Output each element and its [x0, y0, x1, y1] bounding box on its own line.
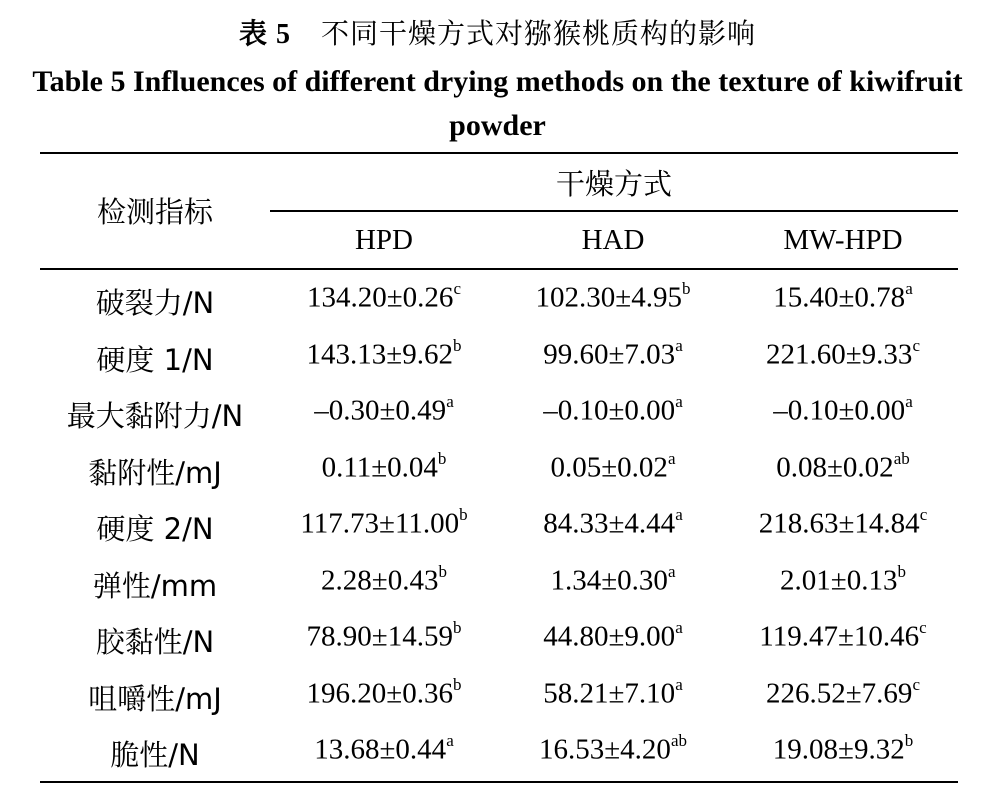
significance-letter: a — [675, 618, 683, 637]
cell-value: 134.20±0.26 — [307, 281, 454, 314]
cell-value: 1.34±0.30 — [550, 564, 668, 597]
significance-letter: b — [438, 561, 447, 581]
table-cell — [269, 733, 499, 767]
significance-letter: c — [919, 618, 927, 637]
cell-value: 58.21±7.10 — [543, 677, 676, 710]
significance-letter: c — [919, 505, 928, 524]
row-label: 黏附性/mJ — [88, 455, 222, 490]
top-rule — [40, 152, 958, 154]
table-cell — [269, 561, 499, 598]
cell-value: –0.10±0.00 — [773, 394, 906, 427]
cell-value: 218.63±14.84 — [758, 507, 920, 540]
row-label: 硬度 2/N — [96, 512, 214, 546]
row-label: 弹性/mm — [92, 568, 218, 603]
significance-letter: a — [446, 392, 454, 411]
significance-letter: c — [912, 335, 920, 355]
cell-value: 84.33±4.44 — [543, 507, 676, 540]
table-cell — [269, 507, 499, 541]
cell-value: 15.40±0.78 — [773, 281, 906, 314]
cell-value: 13.68±0.44 — [314, 733, 447, 766]
table-cell — [498, 281, 728, 315]
significance-letter: b — [437, 448, 447, 468]
cell-value: 2.01±0.13 — [780, 564, 898, 597]
significance-letter: b — [897, 561, 906, 581]
significance-letter: a — [667, 561, 676, 581]
cell-value: 99.60±7.03 — [543, 338, 676, 371]
cell-value: 16.53±4.20 — [539, 733, 671, 766]
row-header-label: 检测指标 — [96, 195, 213, 229]
significance-letter: b — [904, 731, 914, 750]
significance-letter: a — [905, 279, 913, 298]
cell-value: 102.30±4.95 — [535, 281, 682, 314]
table-cell — [498, 620, 728, 654]
significance-letter: c — [912, 674, 920, 694]
table-cell — [728, 394, 958, 428]
cell-value: –0.10±0.00 — [543, 394, 676, 427]
significance-letter: a — [675, 674, 683, 694]
column-header-mw-hpd: MW-HPD — [783, 224, 903, 256]
table-cell — [269, 281, 499, 315]
table-cell — [269, 394, 499, 428]
table-title-english: Table 5 Influences of different drying methods on the texture of kiwifruit powder — [32, 65, 963, 142]
table-cell — [269, 335, 499, 372]
significance-letter: a — [905, 392, 913, 411]
significance-letter: b — [452, 618, 462, 637]
cell-value: 119.47±10.46 — [759, 620, 920, 653]
significance-letter: a — [675, 335, 683, 355]
table-cell — [498, 394, 728, 428]
significance-letter: a — [667, 448, 676, 468]
table-cell — [728, 507, 958, 541]
column-header-hpd: HPD — [354, 224, 413, 256]
significance-letter: c — [453, 279, 461, 298]
significance-letter: ab — [893, 448, 910, 468]
cell-value: 226.52±7.69 — [766, 677, 913, 710]
significance-letter: b — [681, 279, 691, 298]
cell-value: 0.08±0.02 — [776, 451, 894, 484]
row-label: 硬度 1/N — [96, 342, 214, 377]
table-title-cn-text: 不同干燥方式对猕猴桃质构的影响 — [321, 17, 757, 50]
cell-value: 221.60±9.33 — [766, 338, 913, 371]
table-cell — [498, 733, 728, 767]
row-label: 破裂力/N — [95, 286, 215, 320]
cell-value: 143.13±9.62 — [306, 338, 453, 371]
table-cell — [498, 507, 728, 541]
table-cell — [498, 561, 728, 598]
table-cell — [269, 448, 499, 485]
table-cell — [728, 335, 958, 372]
table-cell — [269, 620, 499, 654]
table-cell — [498, 448, 728, 485]
cell-value: 0.11±0.04 — [321, 451, 438, 484]
header-bottom-rule — [40, 268, 958, 270]
group-header-label: 干燥方式 — [555, 167, 672, 201]
table-cell — [728, 448, 958, 485]
significance-letter: b — [452, 674, 462, 694]
cell-value: 78.90±14.59 — [306, 620, 453, 653]
column-header-had: HAD — [581, 224, 645, 256]
table-cell — [728, 620, 958, 654]
significance-letter: a — [675, 392, 683, 411]
significance-letter: ab — [670, 731, 687, 750]
significance-letter: b — [452, 335, 462, 355]
table-cell — [728, 281, 958, 315]
cell-value: 117.73±11.00 — [300, 507, 460, 540]
table-cell — [728, 733, 958, 767]
significance-letter: a — [446, 731, 454, 750]
cell-value: 19.08±9.32 — [772, 733, 905, 766]
significance-letter: a — [675, 505, 683, 524]
row-label: 咀嚼性/mJ — [88, 681, 222, 716]
cell-value: 0.05±0.02 — [550, 451, 668, 484]
cell-value: 196.20±0.36 — [306, 677, 453, 710]
cell-value: 2.28±0.43 — [321, 564, 439, 597]
table-number: 表 5 — [238, 19, 291, 50]
table-title-chinese — [0, 12, 995, 52]
table-cell — [498, 674, 728, 711]
row-label: 最大黏附力/N — [66, 399, 244, 433]
table-cell — [728, 674, 958, 711]
table-cell — [498, 335, 728, 372]
table-cell — [269, 674, 499, 711]
table-cell — [728, 561, 958, 598]
significance-letter: b — [459, 505, 468, 524]
row-label: 脆性/N — [110, 738, 200, 772]
bottom-rule — [40, 781, 958, 783]
row-label: 胶黏性/N — [95, 625, 215, 659]
cell-value: 44.80±9.00 — [543, 620, 676, 653]
cell-value: –0.30±0.49 — [314, 394, 447, 427]
group-header-rule — [270, 210, 958, 212]
